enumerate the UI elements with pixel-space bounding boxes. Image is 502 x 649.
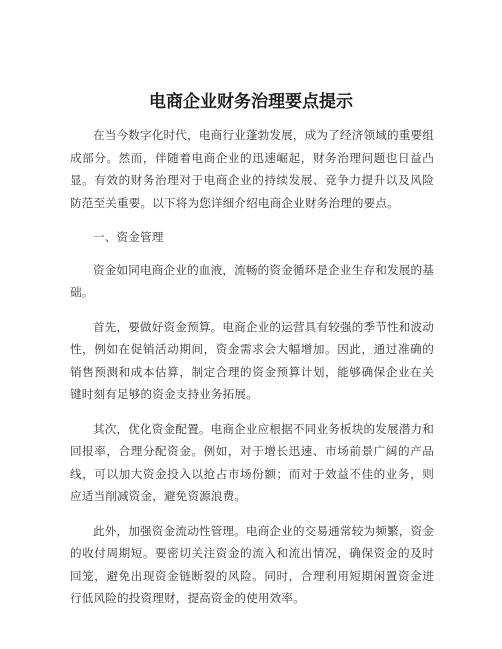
document-title: 电商企业财务治理要点提示: [149, 92, 353, 112]
paragraph-fund-liquidity: 此外，加强资金流动性管理。电商企业的交易通常较为频繁，资金的收付周期短。要密切关注资金的流入和流出情况，确保资金的及时回笼，避免出现资金链断裂的风险。同时，合理利用短期闲置资金进行低风险的投资理财，提高资金的使用效率。: [70, 523, 434, 605]
paragraph-fund-allocation: 其次，优化资金配置。电商企业应根据不同业务板块的发展潜力和回报率，合理分配资金。例如，对于增长迅速、市场前景广阔的产品线，可以加大资金投入以抢占市场份额；而对于效益不佳的业务，则应适当削减资金，避免资源浪费。: [70, 421, 434, 503]
paragraph-fund-overview: 资金如同电商企业的血液，流畅的资金循环是企业生存和发展的基础。: [70, 262, 434, 299]
paragraph-fund-budget: 首先，要做好资金预算。电商企业的运营具有较强的季节性和波动性，例如在促销活动期间，资金需求会大幅增加。因此，通过准确的销售预测和成本估算，制定合理的资金预算计划，能够确保企业在关键时刻有足够的资金支持业务拓展。: [70, 319, 434, 401]
document-body: [70, 124, 434, 622]
intro-paragraph: 在当今数字化时代，电商行业蓬勃发展，成为了经济领域的重要组成部分。然而，伴随着电商企业的迅速崛起，财务治理问题也日益凸显。有效的财务治理对于电商企业的持续发展、竞争力提升以及风险防范至关重要。以下将为您详细介绍电商企业财务治理的要点。: [70, 128, 434, 210]
section-heading-fund-management: 一、资金管理: [93, 230, 164, 244]
